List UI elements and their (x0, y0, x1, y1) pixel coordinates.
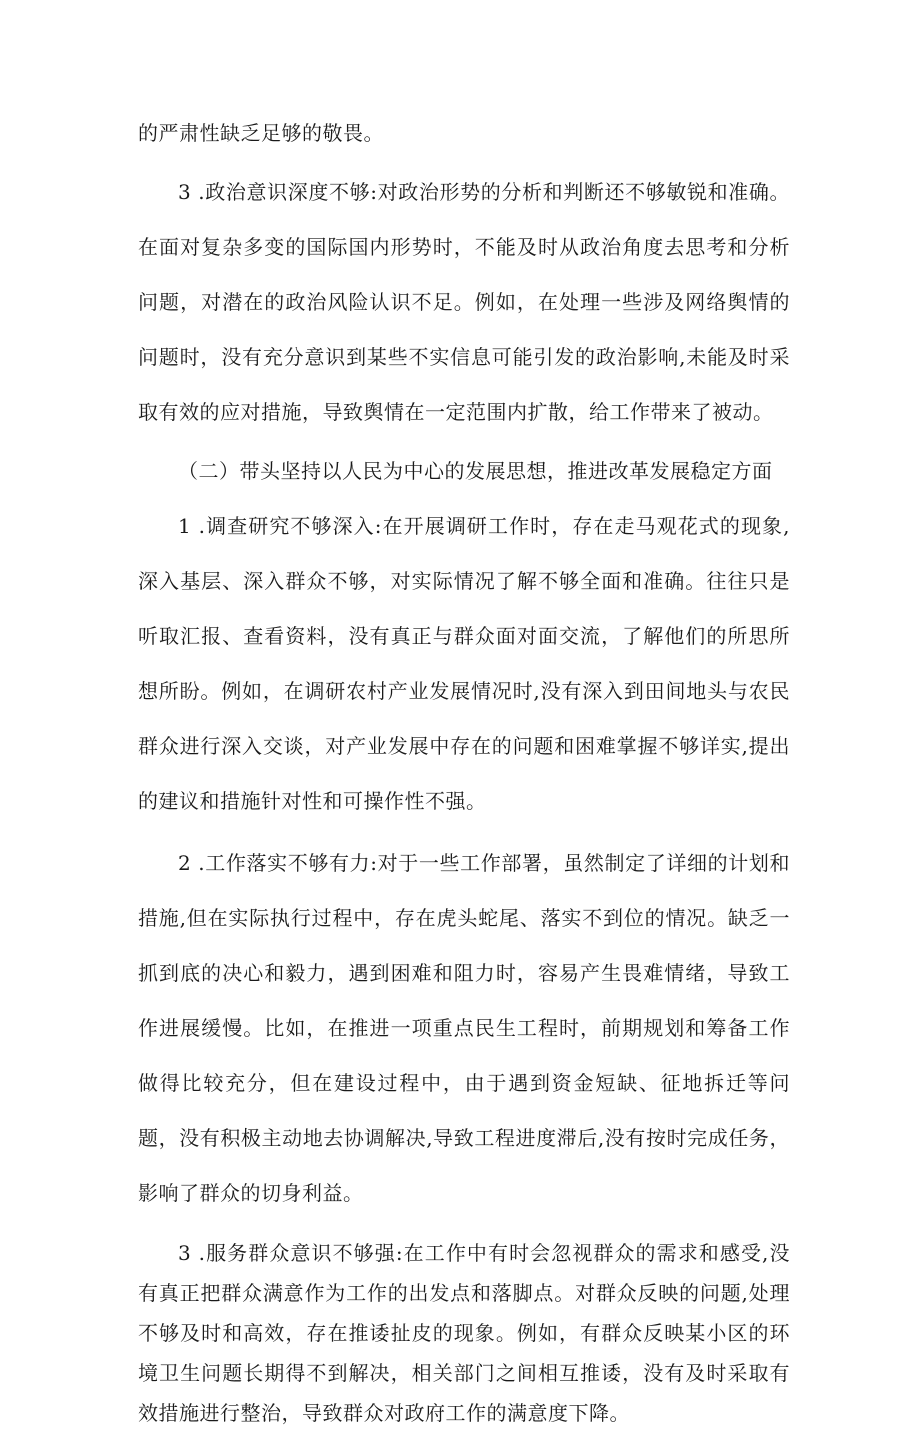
paragraph-political-awareness: 3 .政治意识深度不够:对政治形势的分析和判断还不够敏锐和准确。在面对复杂多变的国际国内形势时，不能及时从政治角度去思考和分析问题，对潜在的政治风险认识不足。例如，在处理一些涉及网络舆情的问题时，没有充分意识到某些不实信息可能引发的政治影响,未能及时采取有效的应对措施，导致舆情在一定范围内扩散，给工作带来了被动。 (138, 180, 790, 424)
section-heading-people-centered: （二）带头坚持以人民为中心的发展思想，推进改革发展稳定方面 (178, 459, 773, 483)
paragraph-research: 1 .调查研究不够深入:在开展调研工作时，存在走马观花式的现象,深入基层、深入群众不够，对实际情况了解不够全面和准确。往往只是听取汇报、查看资料，没有真正与群众面对面交流，了解他们的所思所想所盼。例如，在调研农村产业发展情况时,没有深入到田间地头与农民群众进行深入交谈，对产业发展中存在的问题和困难掌握不够详实,提出的建议和措施针对性和可操作性不强。 (138, 514, 790, 813)
paragraph-service-awareness: 3 .服务群众意识不够强:在工作中有时会忽视群众的需求和感受,没有真正把群众满意作为工作的出发点和落脚点。对群众反映的问题,处理不够及时和高效，存在推诿扯皮的现象。例如，有群众反映某小区的环境卫生问题长期得不到解决，相关部门之间相互推诿，没有及时采取有效措施进行整治，导致群众对政府工作的满意度下降。 (138, 1241, 790, 1425)
paragraph-implementation: 2 .工作落实不够有力:对于一些工作部署，虽然制定了详细的计划和措施,但在实际执行过程中，存在虎头蛇尾、落实不到位的情况。缺乏一抓到底的决心和毅力，遇到困难和阻力时，容易产生畏难情绪，导致工作进展缓慢。比如，在推进一项重点民生工程时，前期规划和筹备工作做得比较充分，但在建设过程中，由于遇到资金短缺、征地拆迁等问题，没有积极主动地去协调解决,导致工程进度滞后,没有按时完成任务，影响了群众的切身利益。 (138, 851, 790, 1205)
paragraph-continuation: 的严肃性缺乏足够的敬畏。 (138, 121, 384, 145)
document-page (138, 106, 790, 1433)
